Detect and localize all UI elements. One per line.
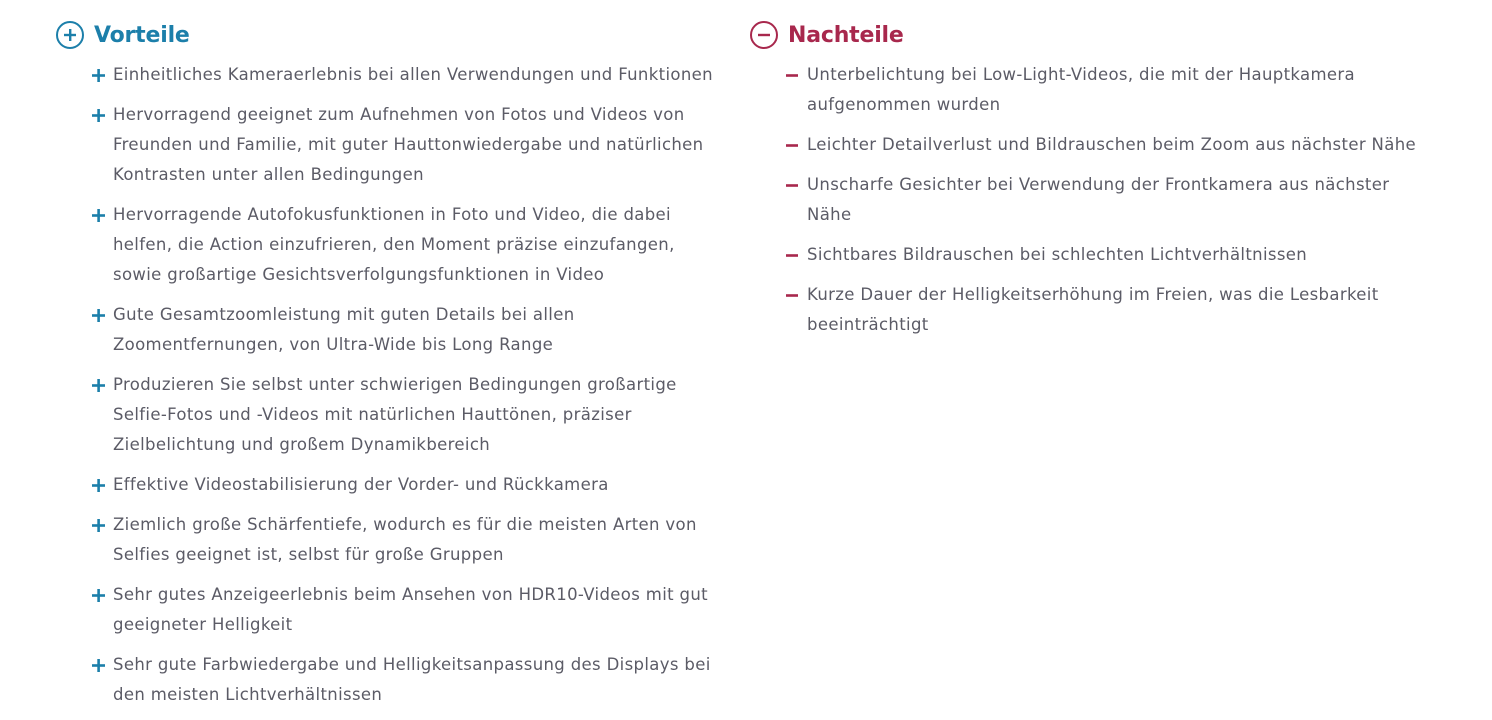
pros-item-text: Gute Gesamtzoomleistung mit guten Details bei allen Zoomentfernungen, von Ultra-Wide bis Long Range bbox=[113, 305, 575, 354]
pros-list-item bbox=[56, 580, 746, 640]
minus-icon bbox=[785, 130, 799, 160]
pros-list-item bbox=[56, 300, 746, 360]
cons-title: Nachteile bbox=[788, 22, 904, 48]
cons-list-item bbox=[750, 130, 1450, 160]
cons-list-item bbox=[750, 240, 1450, 270]
plus-icon bbox=[91, 650, 105, 680]
plus-icon bbox=[91, 470, 105, 500]
pros-item-text: Einheitliches Kameraerlebnis bei allen Verwendungen und Funktionen bbox=[113, 65, 713, 84]
plus-icon bbox=[91, 300, 105, 330]
minus-icon bbox=[785, 170, 799, 200]
pros-item-text: Effektive Videostabilisierung der Vorder- und Rückkamera bbox=[113, 475, 609, 494]
cons-list-item bbox=[750, 60, 1450, 120]
pros-item-text: Ziemlich große Schärfentiefe, wodurch es für die meisten Arten von Selfies geeignet ist, selbst für große Gruppen bbox=[113, 515, 697, 564]
minus-circle-icon bbox=[750, 21, 778, 49]
plus-icon bbox=[91, 580, 105, 610]
plus-icon bbox=[91, 510, 105, 540]
pros-list-item bbox=[56, 510, 746, 570]
cons-item-text: Sichtbares Bildrauschen bei schlechten Lichtverhältnissen bbox=[807, 245, 1308, 264]
plus-icon bbox=[91, 100, 105, 130]
pros-section bbox=[56, 0, 746, 720]
minus-icon bbox=[785, 60, 799, 90]
pros-list-item bbox=[56, 650, 746, 710]
pros-item-text: Hervorragend geeignet zum Aufnehmen von Fotos und Videos von Freunden und Familie, mit guter Hauttonwiedergabe und natürlichen Kontrasten unter allen Bedingungen bbox=[113, 105, 704, 184]
plus-circle-icon bbox=[56, 21, 84, 49]
pros-item-text: Sehr gute Farbwiedergabe und Helligkeitsanpassung des Displays bei den meisten Lichtverhältnissen bbox=[113, 655, 711, 704]
plus-icon bbox=[91, 60, 105, 90]
pros-list-item bbox=[56, 100, 746, 190]
pros-list-item bbox=[56, 470, 746, 500]
pros-heading bbox=[56, 20, 746, 50]
cons-item-text: Unscharfe Gesichter bei Verwendung der Frontkamera aus nächster Nähe bbox=[807, 175, 1390, 224]
cons-item-text: Kurze Dauer der Helligkeitserhöhung im Freien, was die Lesbarkeit beeinträchtigt bbox=[807, 285, 1379, 334]
pros-list-item bbox=[56, 200, 746, 290]
pros-item-text: Produzieren Sie selbst unter schwierigen Bedingungen großartige Selfie-Fotos und -Videos mit natürlichen Hauttönen, präziser Zielbelichtung und großem Dynamikbereich bbox=[113, 375, 677, 454]
pros-item-text: Sehr gutes Anzeigeerlebnis beim Ansehen von HDR10-Videos mit gut geeigneter Helligkeit bbox=[113, 585, 708, 634]
cons-heading bbox=[750, 20, 1450, 50]
pros-list-item bbox=[56, 370, 746, 460]
pros-title: Vorteile bbox=[94, 22, 190, 48]
minus-icon bbox=[785, 280, 799, 310]
pros-list-item bbox=[56, 60, 746, 90]
pros-item-text: Hervorragende Autofokusfunktionen in Foto und Video, die dabei helfen, die Action einzufrieren, den Moment präzise einzufangen, sowie großartige Gesichtsverfolgungsfunktionen in Video bbox=[113, 205, 675, 284]
cons-list bbox=[750, 60, 1450, 340]
cons-section bbox=[750, 0, 1450, 350]
cons-list-item bbox=[750, 280, 1450, 340]
plus-icon bbox=[91, 370, 105, 400]
pros-list bbox=[56, 60, 746, 710]
cons-item-text: Unterbelichtung bei Low-Light-Videos, die mit der Hauptkamera aufgenommen wurden bbox=[807, 65, 1355, 114]
plus-icon bbox=[91, 200, 105, 230]
cons-item-text: Leichter Detailverlust und Bildrauschen beim Zoom aus nächster Nähe bbox=[807, 135, 1417, 154]
minus-icon bbox=[785, 240, 799, 270]
cons-list-item bbox=[750, 170, 1450, 230]
